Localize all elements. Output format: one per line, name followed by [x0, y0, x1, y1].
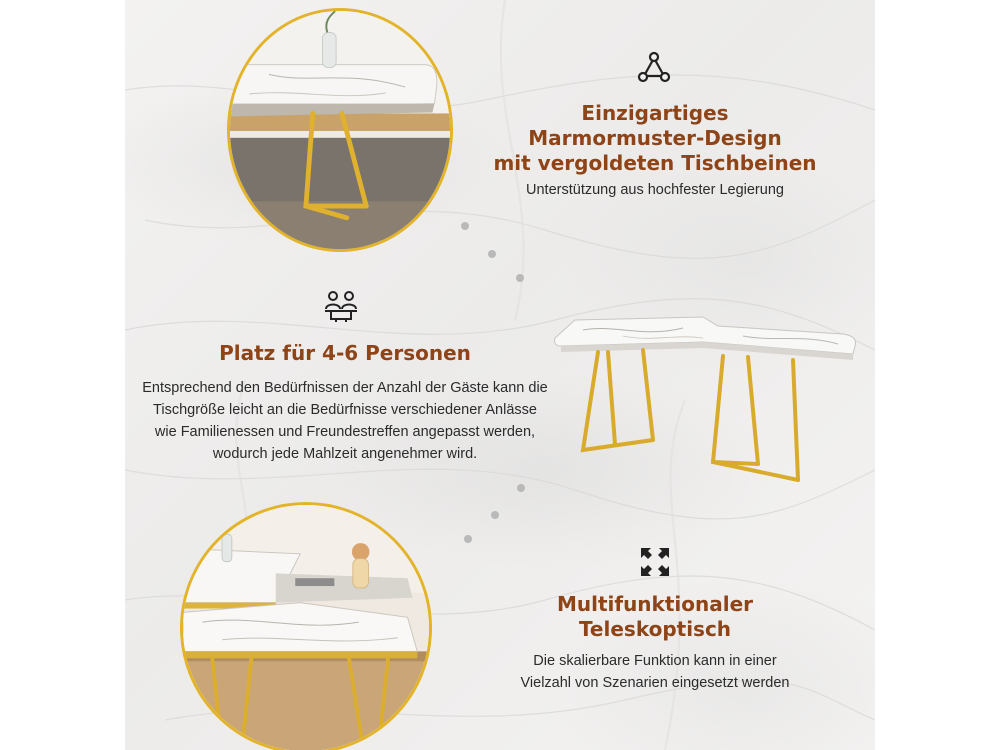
feature-heading-telescopic-table: Multifunktionaler Teleskoptisch	[556, 592, 754, 641]
photo-marble-table-gold-leg	[227, 8, 453, 252]
feature-text-seating-description: Entsprechend den Bedürfnissen der Anzahl der Gäste kann die Tischgröße leicht an die Bedürfnisse verschiedener Anlässe wie Familienessen und Freundestreffen angepasst werden, wodurch jede Mahlzeit angenehmer wird.	[142, 380, 548, 462]
feature-text-telescopic-description: Die skalierbare Funktion kann in einer Vielzahl von Szenarien eingesetzt werden	[520, 653, 790, 691]
product-feature-panel	[125, 0, 875, 750]
product-image-telescopic-table	[553, 312, 863, 497]
connector-dot	[464, 535, 472, 543]
triangle-nodes-icon	[637, 50, 671, 84]
feature-heading-seating-capacity: Platz für 4-6 Personen	[219, 341, 471, 365]
connector-dot	[488, 250, 496, 258]
connector-dot	[491, 511, 499, 519]
feature-heading-marble-design: Einzigartiges Marmormuster-Design mit vergoldeten Tischbeinen	[493, 101, 817, 175]
feature-text-alloy-support: Unterstützung aus hochfester Legierung	[526, 182, 784, 198]
connector-dot	[461, 222, 469, 230]
connector-dot	[517, 484, 525, 492]
people-meeting-icon	[323, 289, 359, 323]
connector-dot	[516, 274, 524, 282]
expand-arrows-icon	[639, 546, 671, 578]
photo-extended-telescopic-table	[180, 502, 432, 750]
